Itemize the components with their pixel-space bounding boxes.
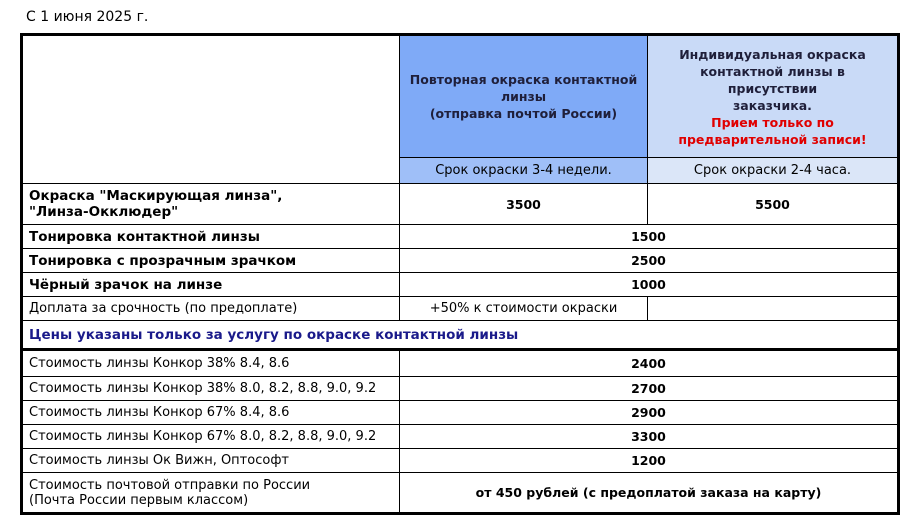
- lens-row: [22, 449, 899, 473]
- lens-label: Стоимость линзы Ок Вижн, Оптософт: [22, 449, 400, 473]
- urgency-value: +50% к стоимости окраски: [400, 297, 648, 321]
- lens-label: Стоимость линзы Конкор 67% 8.0, 8.2, 8.8, 9.0, 9.2: [22, 425, 400, 449]
- term-remote: Срок окраски 3-4 недели.: [400, 158, 648, 184]
- price-table: [20, 33, 900, 515]
- lens-price: 2700: [400, 377, 899, 401]
- lens-price: 3300: [400, 425, 899, 449]
- urgency-row: [22, 297, 899, 321]
- lens-price: 2900: [400, 401, 899, 425]
- masking-price-remote: 3500: [400, 184, 648, 225]
- coloring-row-masking: [22, 184, 899, 225]
- tint-price: 1500: [400, 225, 899, 249]
- effective-date: С 1 июня 2025 г.: [26, 9, 149, 25]
- lens-label: Стоимость линзы Конкор 67% 8.4, 8.6: [22, 401, 400, 425]
- shipping-price: от 450 рублей (с предоплатой заказа на карту): [400, 473, 899, 514]
- appointment-warning-1: Прием только по: [711, 114, 834, 130]
- lens-price: 1200: [400, 449, 899, 473]
- term-individual: Срок окраски 2-4 часа.: [648, 158, 899, 184]
- appointment-warning-2: предварительной записи!: [678, 131, 867, 147]
- clear-pupil-price: 2500: [400, 249, 899, 273]
- header-row: [22, 35, 899, 158]
- header-empty-cell: [22, 35, 400, 184]
- shipping-label: Стоимость почтовой отправки по России (Почта России первым классом): [22, 473, 400, 514]
- clear-pupil-label: Тонировка с прозрачным зрачком: [22, 249, 400, 273]
- lens-row: [22, 401, 899, 425]
- lens-row: [22, 377, 899, 401]
- masking-lens-label: Окраска "Маскирующая линза", "Линза-Окклюдер": [22, 184, 400, 225]
- lens-row: [22, 350, 899, 377]
- price-note: Цены указаны только за услугу по окраске контактной линзы: [22, 321, 899, 350]
- coloring-row-black-pupil: [22, 273, 899, 297]
- lens-label: Стоимость линзы Конкор 38% 8.4, 8.6: [22, 350, 400, 377]
- coloring-row-tint: [22, 225, 899, 249]
- lens-row: [22, 425, 899, 449]
- urgency-label: Доплата за срочность (по предоплате): [22, 297, 400, 321]
- lens-price: 2400: [400, 350, 899, 377]
- black-pupil-price: 1000: [400, 273, 899, 297]
- masking-price-individual: 5500: [648, 184, 899, 225]
- urgency-empty-cell: [648, 297, 899, 321]
- header-remote-coloring: Повторная окраска контактной линзы (отправка почтой России): [400, 35, 648, 158]
- shipping-row: [22, 473, 899, 514]
- coloring-row-clear-pupil: [22, 249, 899, 273]
- lens-label: Стоимость линзы Конкор 38% 8.0, 8.2, 8.8, 9.0, 9.2: [22, 377, 400, 401]
- note-row: [22, 321, 899, 350]
- header-individual-coloring: Индивидуальная окраска контактной линзы в присутствии заказчика. Прием только по предварительной записи!: [648, 35, 899, 158]
- black-pupil-label: Чёрный зрачок на линзе: [22, 273, 400, 297]
- tint-label: Тонировка контактной линзы: [22, 225, 400, 249]
